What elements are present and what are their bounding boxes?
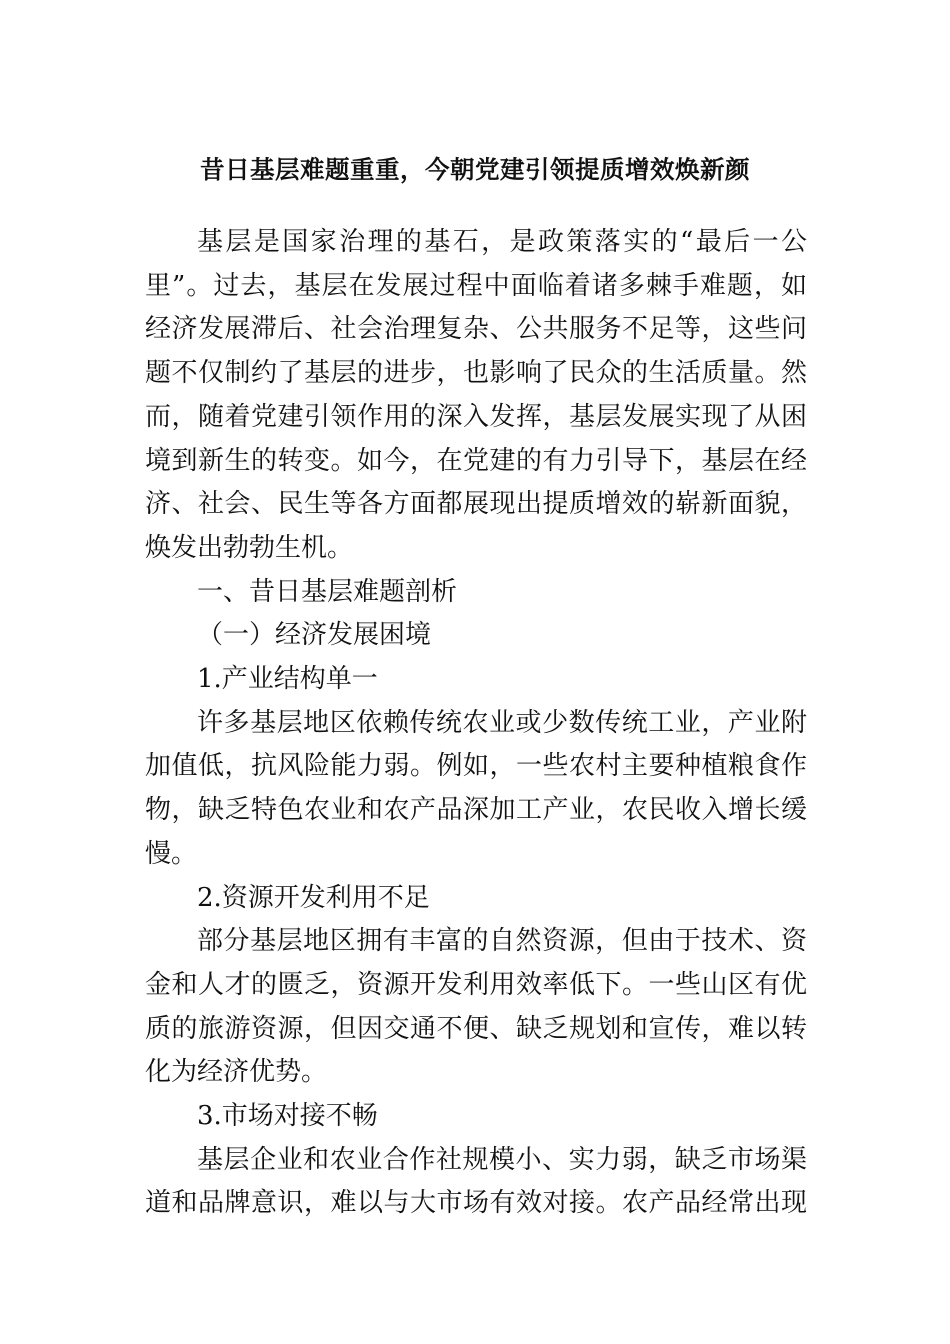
body-line: 2.资源开发利用不足 — [197, 882, 430, 913]
body-line: 1.产业结构单一 — [197, 664, 378, 694]
body-line: 题不仅制约了基层的进步，也影响了民众的生活质量。然 — [145, 358, 807, 389]
body-line: （一）经济发展困境 — [197, 620, 432, 651]
body-line: 而，随着党建引领作用的深入发挥，基层发展实现了从困 — [145, 401, 807, 432]
body-line: 境到新生的转变。如今，在党建的有力引导下，基层在经 — [145, 445, 807, 476]
body-line: 一、昔日基层难题剖析 — [197, 576, 458, 607]
body-line: 焕发出勃勃生机。 — [145, 532, 354, 563]
body-line: 金和人才的匮乏，资源开发利用效率低下。一些山区有优 — [145, 969, 807, 1000]
body-line: 济、社会、民生等各方面都展现出提质增效的崭新面貌， — [145, 489, 807, 520]
body-line: 部分基层地区拥有丰富的自然资源，但由于技术、资 — [197, 926, 807, 957]
body-line: 3.市场对接不畅 — [197, 1101, 378, 1131]
body-line: 化为经济优势。 — [145, 1057, 328, 1088]
body-line: 基层企业和农业合作社规模小、实力弱，缺乏市场渠 — [197, 1144, 807, 1175]
body-line: 基层是国家治理的基石，是政策落实的“最后一公 — [197, 227, 807, 257]
body-line: 经济发展滞后、社会治理复杂、公共服务不足等，这些问 — [145, 314, 807, 345]
body-line: 质的旅游资源，但因交通不便、缺乏规划和宣传，难以转 — [145, 1013, 807, 1044]
body-line: 慢。 — [145, 838, 198, 869]
body-line: 许多基层地区依赖传统农业或少数传统工业，产业附 — [197, 707, 807, 738]
body-line: 物，缺乏特色农业和农产品深加工产业，农民收入增长缓 — [145, 795, 807, 826]
body-line: 道和品牌意识，难以与大市场有效对接。农产品经常出现 — [145, 1188, 807, 1219]
document-title: 昔日基层难题重重，今朝党建引领提质增效焕新颜 — [200, 155, 750, 184]
body-line: 加值低，抗风险能力弱。例如，一些农村主要种植粮食作 — [145, 751, 807, 782]
body-line: 里”。过去，基层在发展过程中面临着诸多棘手难题，如 — [145, 270, 807, 301]
